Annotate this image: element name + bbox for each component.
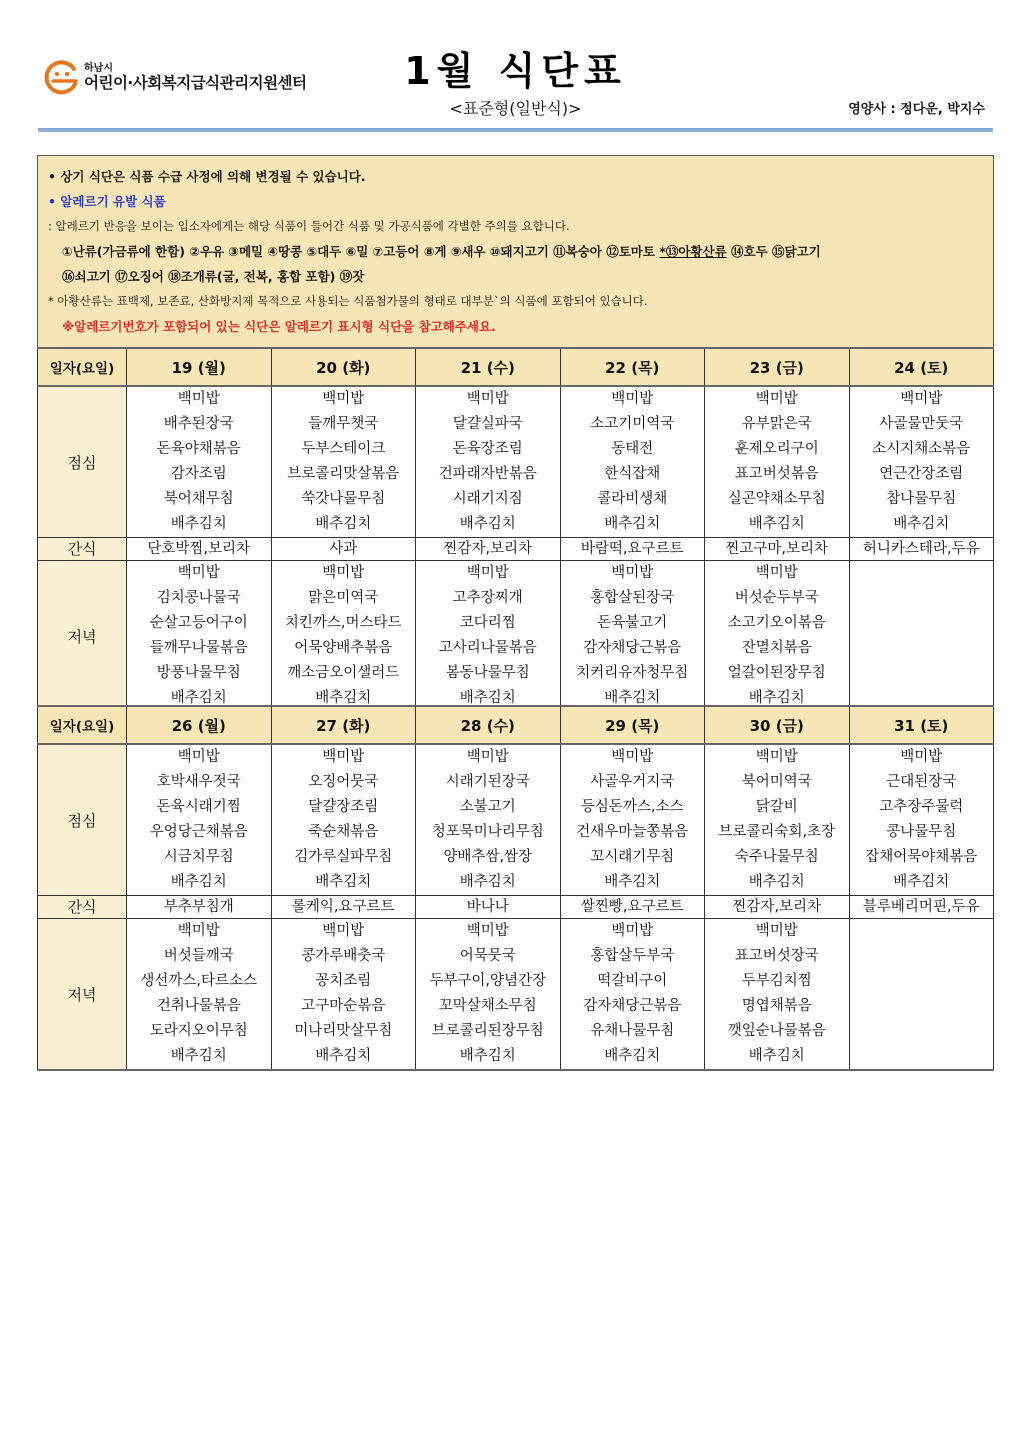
menu-item: [850, 611, 994, 636]
menu-item: 잡채어묵야채볶음: [865, 849, 978, 865]
menu-cell: [705, 561, 850, 713]
menu-item: [850, 994, 994, 1019]
day-header: 26 (월): [127, 706, 272, 744]
day-header: 30 (금): [705, 706, 850, 744]
date-header-row: [38, 706, 994, 744]
snack-cell: 쌀찐빵,요구르트: [560, 896, 705, 919]
menu-item: 생선까스,타르소스: [140, 973, 258, 989]
menu-item: [850, 1044, 994, 1069]
day-header: 24 (토): [849, 348, 994, 386]
menu-item: 버섯순두부국: [734, 590, 819, 606]
menu-item: 백미밥: [611, 749, 654, 765]
menu-item: 쑥갓나물무침: [301, 491, 386, 507]
menu-item: 건파래자반볶음: [438, 466, 537, 482]
menu-cell: [560, 386, 705, 538]
snack-row: [38, 538, 994, 561]
menu-cell: [849, 386, 994, 538]
allergen-list-part: ①난류(가금류에 한함) ②우유 ③메밀 ④땅콩 ⑤대두 ⑥밀 ⑦고등어 ⑧게 ⑨새우 ⑩돼지고기 ⑪복숭아 ⑫토마토: [62, 244, 660, 259]
menu-item: [850, 586, 994, 611]
menu-item: 건취나물볶음: [156, 998, 241, 1014]
page-title: 1월 식단표: [404, 49, 627, 93]
menu-item: 백미밥: [322, 391, 365, 407]
menu-item: 동태전: [611, 441, 654, 457]
menu-item: 소고기미역국: [590, 416, 675, 432]
menu-item: 사골우거지국: [590, 774, 675, 790]
menu-item: 깨소금오이샐러드: [287, 665, 400, 681]
menu-item: 두부스테이크: [301, 441, 386, 457]
menu-item: 백미밥: [755, 923, 798, 939]
notice-box: [37, 155, 994, 348]
snack-cell: 찐감자,보리차: [705, 896, 850, 919]
menu-item: 청포묵미나리무침: [431, 824, 544, 840]
menu-item: 명엽채볶음: [741, 998, 812, 1014]
menu-item: 배추김치: [748, 874, 805, 890]
allergy-reference-note: ※알레르기번호가 포함되어 있는 식단은 알레르기 표시형 식단을 참고해주세요.: [62, 319, 496, 334]
menu-item: 콩나물무침: [886, 824, 957, 840]
menu-item: 배추김치: [170, 516, 227, 532]
menu-item: 꼬시래기무침: [590, 849, 675, 865]
menu-item: 죽순채볶음: [308, 824, 379, 840]
menu-item: 백미밥: [466, 749, 509, 765]
menu-item: 우엉당근채볶음: [149, 824, 248, 840]
menu-item: 유부맑은국: [741, 416, 812, 432]
menu-item: 돈육야채볶음: [156, 441, 241, 457]
menu-item: 김가루실파무침: [294, 849, 393, 865]
lunch-row: [38, 386, 994, 538]
menu-cell: [705, 744, 850, 896]
menu-cell: [849, 744, 994, 896]
menu-item: [850, 1019, 994, 1044]
menu-item: 소시지채소볶음: [872, 441, 971, 457]
menu-item: 배추김치: [604, 874, 661, 890]
menu-item: 백미밥: [611, 565, 654, 581]
sulfite-note: * 아황산류는 표백제, 보존료, 산화방지제 목적으로 사용되는 식품첨가물의 형태로 대부분`의 식품에 포함되어 있습니다.: [48, 294, 648, 308]
menu-item: 치커리유자청무침: [576, 665, 689, 681]
header-divider: [38, 128, 993, 132]
menu-item: [850, 919, 994, 944]
snack-row: [38, 896, 994, 919]
menu-item: 배추김치: [315, 1048, 372, 1064]
menu-item: 배추김치: [459, 1048, 516, 1064]
menu-cell-empty: [849, 919, 994, 1071]
menu-item: 김치콩나물국: [156, 590, 241, 606]
snack-cell: 단호박찜,보리차: [127, 538, 272, 561]
menu-item: 시금치무침: [163, 849, 234, 865]
menu-item: 얼갈이된장무침: [727, 665, 826, 681]
day-header: 21 (수): [416, 348, 561, 386]
menu-item: 소불고기: [459, 799, 516, 815]
notice-allergy-heading: • 알레르기 유발 식품: [48, 194, 166, 209]
menu-item: 등심돈까스,소스: [580, 799, 684, 815]
menu-item: 배추김치: [170, 1048, 227, 1064]
menu-item: 배추김치: [315, 516, 372, 532]
menu-item: 돈육불고기: [597, 615, 668, 631]
menu-item: 북어채무침: [163, 491, 234, 507]
menu-item: 두부구이,양념간장: [429, 973, 547, 989]
snack-label: 간식: [38, 896, 127, 919]
menu-item: 돈육시래기찜: [156, 799, 241, 815]
menu-item: 백미밥: [322, 565, 365, 581]
menu-item: 배추김치: [170, 874, 227, 890]
lunch-row: [38, 744, 994, 896]
menu-item: 배추김치: [315, 690, 372, 706]
menu-item: [850, 561, 994, 586]
menu-item: 돈육장조림: [452, 441, 523, 457]
snack-cell: 찐감자,보리차: [416, 538, 561, 561]
menu-item: 감자채당근볶음: [583, 998, 682, 1014]
menu-item: 고추장주물럭: [879, 799, 964, 815]
date-column-label: 일자(요일): [38, 348, 127, 386]
menu-item: 배추김치: [748, 1048, 805, 1064]
snack-cell: 바람떡,요구르트: [560, 538, 705, 561]
day-header: 23 (금): [705, 348, 850, 386]
menu-item: 방풍나물무침: [156, 665, 241, 681]
menu-item: 도라지오이무침: [149, 1023, 248, 1039]
allergen-list-2: ⑯쇠고기 ⑰오징어 ⑱조개류(굴, 전복, 홍합 포함) ⑲잣: [62, 269, 365, 284]
menu-item: 백미밥: [466, 391, 509, 407]
menu-item: 들깨무챗국: [308, 416, 379, 432]
menu-item: 브로콜리숙회,초장: [718, 824, 836, 840]
menu-cell-empty: [849, 561, 994, 713]
menu-cell: [416, 561, 561, 713]
menu-item: 백미밥: [900, 391, 943, 407]
menu-item: 봄동나물무침: [445, 665, 530, 681]
menu-cell: [127, 386, 272, 538]
menu-item: 백미밥: [322, 749, 365, 765]
menu-item: 백미밥: [900, 749, 943, 765]
menu-item: 표고버섯장국: [734, 948, 819, 964]
menu-item: 배추김치: [604, 690, 661, 706]
menu-item: 미나리맛살무침: [294, 1023, 393, 1039]
menu-item: 순살고등어구이: [149, 615, 248, 631]
menu-item: 건새우마늘쫑볶음: [576, 824, 689, 840]
menu-item: 고사리나물볶음: [438, 640, 537, 656]
menu-table-week-2: [37, 705, 994, 1071]
menu-item: 북어미역국: [741, 774, 812, 790]
menu-item: 달걀실파국: [452, 416, 523, 432]
menu-item: 브로콜리된장무침: [431, 1023, 544, 1039]
menu-item: 달걀장조림: [308, 799, 379, 815]
snack-cell: 바나나: [416, 896, 561, 919]
day-header: 28 (수): [416, 706, 561, 744]
menu-item: 배추김치: [170, 690, 227, 706]
menu-item: 백미밥: [177, 749, 220, 765]
snack-cell: 사과: [271, 538, 416, 561]
menu-cell: [271, 561, 416, 713]
menu-item: 백미밥: [177, 565, 220, 581]
menu-item: 코다리찜: [459, 615, 516, 631]
menu-item: 백미밥: [755, 391, 798, 407]
menu-cell: [416, 919, 561, 1071]
day-header: 27 (화): [271, 706, 416, 744]
menu-cell: [416, 386, 561, 538]
page-header: [38, 40, 993, 132]
menu-item: 양배추쌈,쌈장: [443, 849, 533, 865]
menu-item: 유채나물무침: [590, 1023, 675, 1039]
menu-item: 배추김치: [315, 874, 372, 890]
menu-item: 배추김치: [604, 516, 661, 532]
menu-item: 어묵양배추볶음: [294, 640, 393, 656]
menu-item: 참나물무침: [886, 491, 957, 507]
menu-item: 실곤약채소무침: [727, 491, 826, 507]
menu-item: 시래기지짐: [452, 491, 523, 507]
logo-org-name: 어린이·사회복지급식관리지원센터: [84, 74, 307, 93]
menu-item: 배추김치: [893, 874, 950, 890]
menu-item: 닭갈비: [755, 799, 798, 815]
menu-item: 콜라비생채: [597, 491, 668, 507]
menu-item: 버섯들깨국: [163, 948, 234, 964]
menu-item: 고추장찌개: [452, 590, 523, 606]
menu-item: 치킨까스,머스타드: [284, 615, 402, 631]
day-header: 22 (목): [560, 348, 705, 386]
menu-item: [850, 661, 994, 686]
sulfite-allergen: *⑬아황산류: [659, 244, 727, 259]
menu-item: 배추김치: [748, 516, 805, 532]
menu-item: 한식잡채: [604, 466, 661, 482]
menu-item: 배추김치: [459, 874, 516, 890]
menu-cell: [705, 919, 850, 1071]
menu-item: 배추김치: [604, 1048, 661, 1064]
menu-item: 깻잎순나물볶음: [727, 1023, 826, 1039]
day-header: 31 (토): [849, 706, 994, 744]
menu-item: 어묵뭇국: [459, 948, 516, 964]
snack-cell: 찐고구마,보리차: [705, 538, 850, 561]
menu-item: 백미밥: [177, 923, 220, 939]
menu-table-week-1: [37, 347, 994, 713]
menu-item: 홍합살된장국: [590, 590, 675, 606]
snack-cell: 허니카스테라,두유: [849, 538, 994, 561]
menu-item: [850, 636, 994, 661]
menu-item: 들깨무나물볶음: [149, 640, 248, 656]
menu-item: 고구마순볶음: [301, 998, 386, 1014]
menu-item: 백미밥: [611, 923, 654, 939]
menu-cell: [127, 919, 272, 1071]
menu-item: 백미밥: [611, 391, 654, 407]
menu-item: [850, 944, 994, 969]
menu-item: 콩가루배춧국: [301, 948, 386, 964]
menu-item: 백미밥: [466, 565, 509, 581]
menu-item: 배추된장국: [163, 416, 234, 432]
snack-label: 간식: [38, 538, 127, 561]
menu-item: 훈제오리구이: [734, 441, 819, 457]
menu-item: 백미밥: [755, 749, 798, 765]
menu-item: 호박새우젓국: [156, 774, 241, 790]
menu-item: 오징어뭇국: [308, 774, 379, 790]
menu-item: 홍합살두부국: [590, 948, 675, 964]
menu-item: 사골물만둣국: [879, 416, 964, 432]
allergen-list-part: ⑭호두 ⑮닭고기: [726, 244, 821, 259]
menu-item: 근대된장국: [886, 774, 957, 790]
menu-cell: [560, 744, 705, 896]
menu-item: 백미밥: [755, 565, 798, 581]
menu-cell: [416, 744, 561, 896]
dinner-label: 저녁: [38, 919, 127, 1071]
menu-item: 백미밥: [322, 923, 365, 939]
menu-cell: [127, 561, 272, 713]
snack-cell: 블루베리머핀,두유: [849, 896, 994, 919]
dinner-label: 저녁: [38, 561, 127, 713]
notice-allergy-caution: : 알레르기 반응을 보이는 입소자에게는 해당 식품이 들어간 식품 및 가공식품에 각별한 주의를 요합니다.: [48, 219, 570, 233]
dinner-row: [38, 561, 994, 713]
menu-item: 연근간장조림: [879, 466, 964, 482]
menu-cell: [127, 744, 272, 896]
menu-cell: [271, 744, 416, 896]
menu-item: 꼬막살채소무침: [438, 998, 537, 1014]
day-header: 29 (목): [560, 706, 705, 744]
menu-item: 표고버섯볶음: [734, 466, 819, 482]
menu-item: 맑은미역국: [308, 590, 379, 606]
page-subtitle: <표준형(일반식)>: [449, 99, 582, 118]
menu-cell: [271, 919, 416, 1071]
day-header: 19 (월): [127, 348, 272, 386]
menu-item: 백미밥: [466, 923, 509, 939]
menu-item: 떡갈비구이: [597, 973, 668, 989]
menu-item: 브로콜리맛살볶음: [287, 466, 400, 482]
menu-item: 소고기오이볶음: [727, 615, 826, 631]
menu-item: [850, 969, 994, 994]
menu-item: 백미밥: [177, 391, 220, 407]
date-header-row: [38, 348, 994, 386]
snack-cell: 부추부침개: [127, 896, 272, 919]
day-header: 20 (화): [271, 348, 416, 386]
lunch-label: 점심: [38, 744, 127, 896]
allergen-list-1: [48, 239, 983, 264]
lunch-label: 점심: [38, 386, 127, 538]
notice-change: • 상기 식단은 식품 수급 사정에 의해 변경될 수 있습니다.: [48, 169, 366, 184]
dinner-row: [38, 919, 994, 1071]
logo-city: 하남시: [84, 63, 113, 75]
menu-item: 숙주나물무침: [734, 849, 819, 865]
menu-cell: [271, 386, 416, 538]
menu-item: 감자조림: [170, 466, 227, 482]
date-column-label: 일자(요일): [38, 706, 127, 744]
dietitian-names: 영양사 : 정다운, 박지수: [848, 102, 985, 117]
menu-cell: [560, 919, 705, 1071]
menu-item: 꽁치조림: [315, 973, 372, 989]
menu-item: 배추김치: [893, 516, 950, 532]
menu-item: 배추김치: [459, 516, 516, 532]
menu-item: 감자채당근볶음: [583, 640, 682, 656]
menu-item: 두부김치찜: [741, 973, 812, 989]
menu-cell: [560, 561, 705, 713]
menu-item: 배추김치: [748, 690, 805, 706]
menu-item: 배추김치: [459, 690, 516, 706]
menu-cell: [705, 386, 850, 538]
snack-cell: 롤케익,요구르트: [271, 896, 416, 919]
menu-item: 잔멸치볶음: [741, 640, 812, 656]
menu-item: 시래기된장국: [445, 774, 530, 790]
